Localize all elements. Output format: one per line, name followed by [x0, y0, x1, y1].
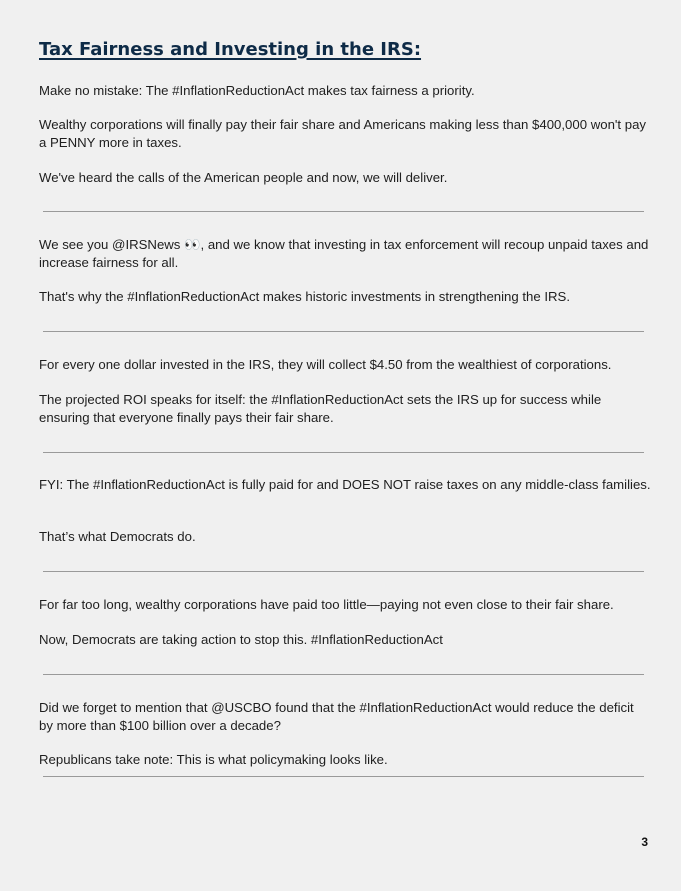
paragraph: For far too long, wealthy corporations have paid too little—paying not even close to their fair share.	[39, 597, 614, 612]
paragraph: For every one dollar invested in the IRS, they will collect $4.50 from the wealthiest of corporations.	[39, 357, 612, 372]
page-number: 3	[641, 835, 648, 849]
section-divider	[43, 674, 644, 675]
paragraph: That’s what Democrats do.	[39, 529, 196, 544]
paragraph: Wealthy corporations will finally pay their fair share and Americans making less than $400,000 won't pay a PENNY more in taxes.	[39, 117, 647, 150]
paragraph: Republicans take note: This is what policymaking looks like.	[39, 752, 388, 767]
section-divider	[43, 211, 644, 212]
section-divider	[43, 776, 644, 777]
paragraph: The projected ROI speaks for itself: the #InflationReductionAct sets the IRS up for success while ensuring that everyone finally pays their fair share.	[39, 392, 602, 425]
paragraph: That's why the #InflationReductionAct makes historic investments in strengthening the IRS.	[39, 289, 571, 304]
page-title: Tax Fairness and Investing in the IRS:	[39, 39, 422, 60]
paragraph: We've heard the calls of the American people and now, we will deliver.	[39, 170, 448, 185]
section-divider	[43, 452, 644, 453]
paragraph: We see you @IRSNews 👀, and we know that investing in tax enforcement will recoup unpaid taxes and increase fairness for all.	[39, 237, 649, 270]
paragraph: Make no mistake: The #InflationReductionAct makes tax fairness a priority.	[39, 83, 475, 98]
section-divider	[43, 571, 644, 572]
paragraph: FYI: The #InflationReductionAct is fully paid for and DOES NOT raise taxes on any middle-class families.	[39, 477, 651, 492]
paragraph: Now, Democrats are taking action to stop this. #InflationReductionAct	[39, 632, 443, 647]
section-divider	[43, 331, 644, 332]
paragraph: Did we forget to mention that @USCBO found that the #InflationReductionAct would reduce the deficit by more than $100 billion over a decade?	[39, 700, 634, 733]
